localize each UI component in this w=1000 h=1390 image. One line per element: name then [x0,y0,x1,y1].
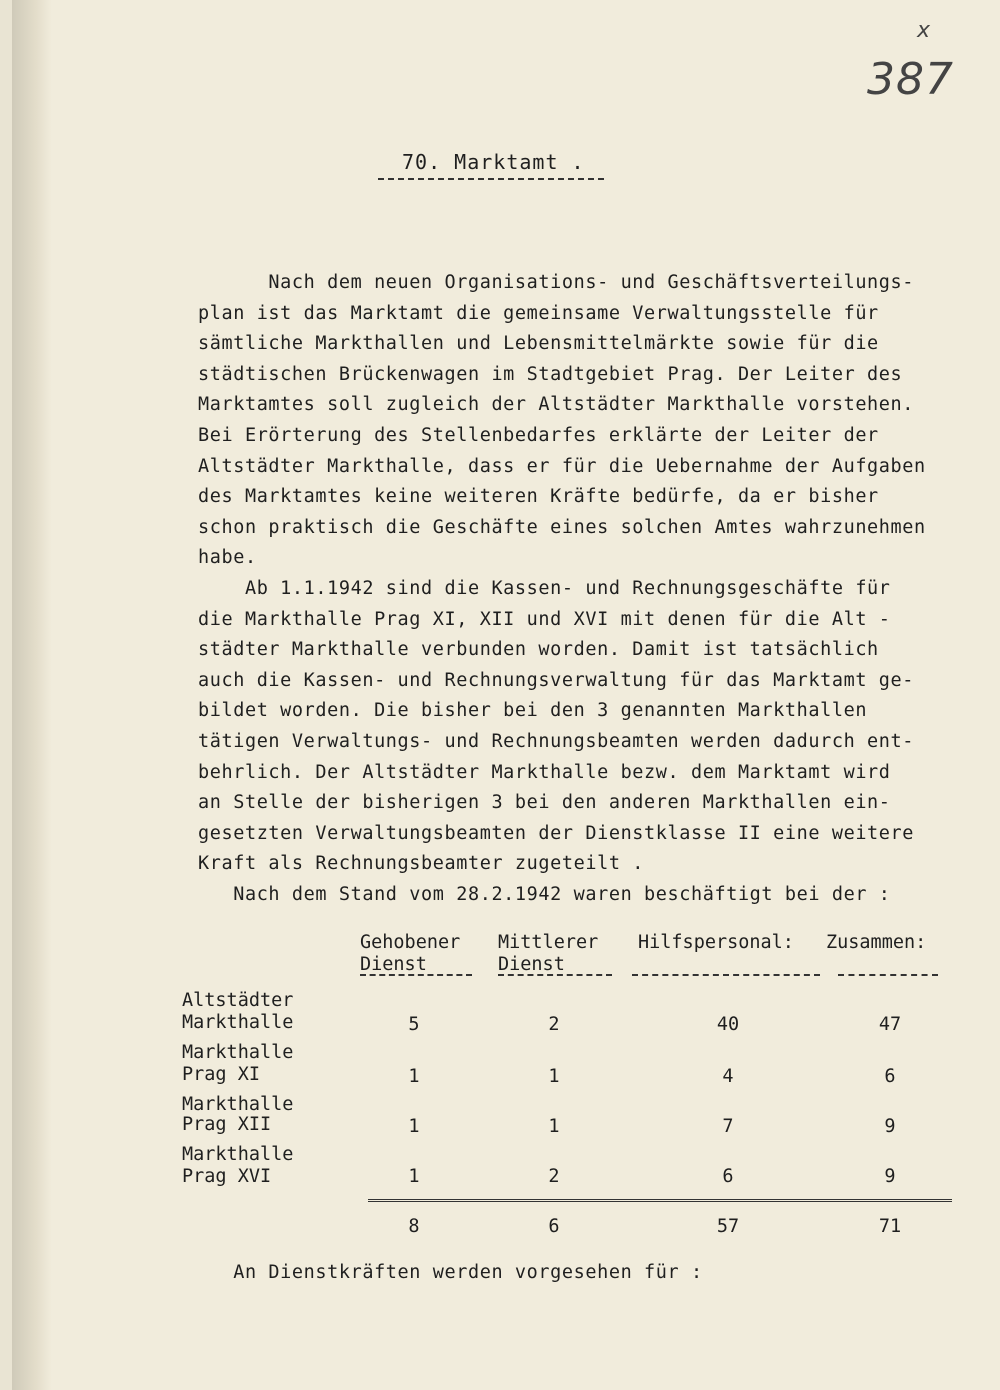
folio-x: x [917,18,931,43]
header-zusammen: Zusammen: [826,932,927,953]
total-gehobener: 8 [408,1216,420,1237]
text-line: Nach dem Stand vom 28.2.1942 waren beschäftigt bei der : [198,884,891,905]
cell-value: 40 [716,1014,740,1035]
text-line: gesetzten Verwaltungsbeamten der Dienstklasse II eine weitere [198,822,915,844]
text-line: auch die Kassen- und Rechnungsverwaltung für das Marktamt ge- [198,669,915,691]
cell-value: 1 [548,1066,560,1087]
header-rule-1 [360,974,472,976]
row-label: Markthalle [182,1012,294,1033]
title-underline [378,178,604,180]
row-label: Markthalle [182,1042,294,1063]
text-line: des Marktamtes keine weiteren Kräfte bedürfe, da er bisher [198,486,879,508]
text-line: Altstädter Markthalle, dass er für die Uebernahme der Aufgaben [198,455,926,477]
text-line: plan ist das Marktamt die gemeinsame Verwaltungsstelle für [198,302,879,324]
text-line: Kraft als Rechnungsbeamter zugeteilt . [198,853,645,875]
text-line: schon praktisch die Geschäfte eines solchen Amtes wahrzunehmen [198,516,926,538]
total-hilfspersonal: 57 [716,1216,740,1237]
folio-mark [867,12,957,127]
text-line: sämtliche Markthallen und Lebensmittelmärkte sowie für die [198,333,879,355]
cell-value: 6 [884,1066,896,1087]
text-line: bildet worden. Die bisher bei den 3 genannten Markthallen [198,700,868,722]
text-line: tätigen Verwaltungs- und Rechnungsbeamten werden dadurch ent- [198,731,915,752]
total-mittlerer: 6 [548,1216,560,1237]
text-line: behrlich. Der Altstädter Markthalle bezw. dem Marktamt wird [198,761,891,783]
text-line: die Markthalle Prag XI, XII und XVI mit denen für die Alt - [198,608,891,630]
cell-value: 9 [884,1116,896,1137]
text-line: habe. [198,547,257,569]
cell-value: 1 [408,1066,420,1087]
document-page [12,0,1000,1390]
section-title: 70. Marktamt . [402,150,585,174]
header-rule-2 [498,974,612,976]
total-rule [368,1199,952,1202]
row-label: Markthalle [182,1144,294,1165]
cell-value: 6 [722,1166,734,1187]
text-line: an Stelle der bisherigen 3 bei den anderen Markthallen ein- [198,792,891,814]
text-line: Nach dem neuen Organisations- und Geschäftsverteilungs- [198,272,915,293]
header-gehobener-1: Gehobener [360,932,461,953]
text-line: städtischen Brückenwagen im Stadtgebiet Prag. Der Leiter des [198,363,903,385]
header-mittlerer-2: Dienst [498,954,565,975]
header-hilfspersonal: Hilfspersonal: [638,932,794,953]
row-label: Altstädter [182,990,294,1011]
cell-value: 7 [722,1116,734,1137]
cell-value: 2 [548,1014,560,1035]
text-line: Marktamtes soll zugleich der Altstädter Markthalle vorstehen. [198,394,915,416]
text-line: städter Markthalle verbunden worden. Damit ist tatsächlich [198,639,879,661]
header-rule-4 [838,974,938,976]
cell-value: 1 [408,1166,420,1187]
cell-value: 47 [878,1014,902,1035]
cell-value: 9 [884,1166,896,1187]
header-gehobener-2: Dienst [360,954,427,975]
row-label: Prag XII [182,1114,272,1135]
text-line: Ab 1.1.1942 sind die Kassen- und Rechnungsgeschäfte für [198,578,891,599]
cell-value: 5 [408,1014,420,1035]
text-line: Bei Erörterung des Stellenbedarfes erklärte der Leiter der [198,425,879,446]
row-label: Prag XI [182,1064,260,1085]
total-zusammen: 71 [878,1216,902,1237]
page-edge [12,0,52,1390]
row-label: Markthalle [182,1094,294,1115]
cell-value: 1 [408,1116,420,1137]
cell-value: 4 [722,1066,734,1087]
cell-value: 1 [548,1116,560,1137]
header-mittlerer-1: Mittlerer [498,932,599,953]
folio-number: 387 [867,54,954,105]
closing-line: An Dienstkräften werden vorgesehen für : [198,1262,703,1283]
header-rule-3 [632,974,820,976]
row-label: Prag XVI [182,1166,272,1187]
cell-value: 2 [548,1166,560,1187]
